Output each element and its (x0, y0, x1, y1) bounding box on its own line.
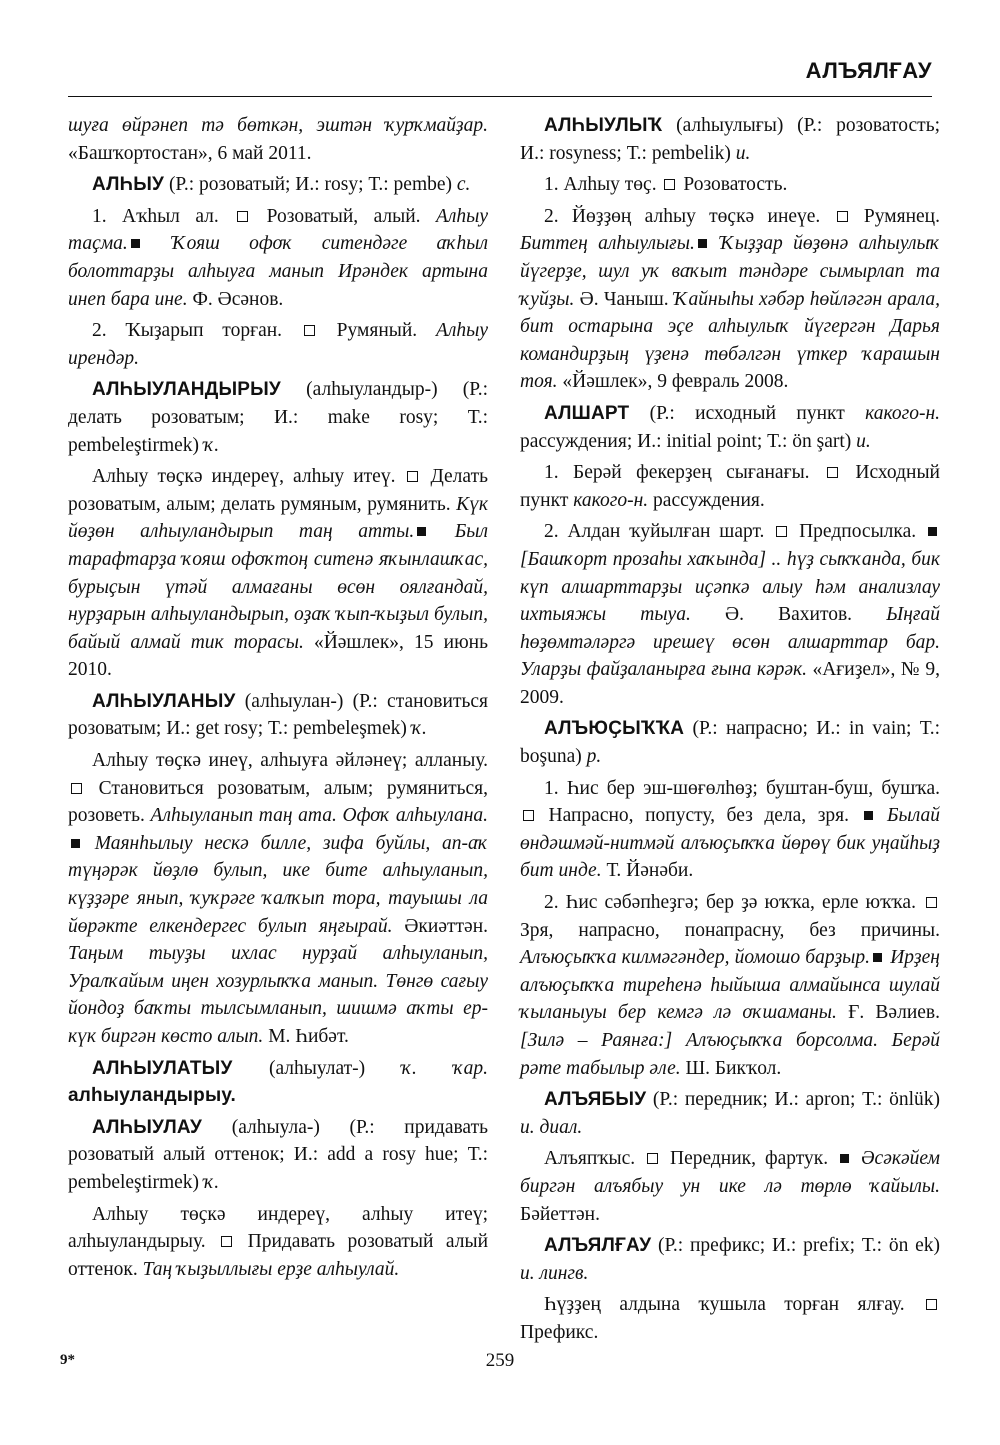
definition-text: Т. Йәнәби. (601, 860, 694, 882)
translation-marker-icon (926, 897, 937, 908)
entry-paragraph (520, 171, 940, 199)
definition-text: Розоватость. (678, 174, 788, 196)
translation-marker-icon (827, 467, 838, 478)
definition-text: 1. Һис бер эш-шөғөлһөҙ; буштан-буш, бушҡа. (544, 777, 940, 799)
translation-marker-icon (926, 1299, 937, 1310)
headword: АЛЪЯБЫУ (544, 1089, 647, 1111)
definition-text: (Р.: исходный пункт (629, 402, 866, 424)
example-text: с. (456, 174, 471, 196)
definition-text: (алһыула-) (Р.: придавать розоватый алый оттенок; И.: add a rosy hue; Т.: pembeleştirmek) (68, 1116, 488, 1193)
dictionary-entry (68, 1114, 488, 1197)
entry-paragraph (520, 775, 940, 885)
example-text: и. диал. (520, 1116, 583, 1138)
entry-paragraph (520, 459, 940, 514)
definition-text: Зря, напрасно, понапрасну, без причины. (520, 919, 940, 941)
translation-marker-icon (304, 325, 315, 336)
dictionary-entry (520, 1086, 940, 1141)
translation-marker-icon (647, 1153, 658, 1164)
definition-text: «Йәшлек», 9 февраль 2008. (557, 371, 789, 393)
translation-marker-icon (523, 810, 534, 821)
definition-text: Предпосылка. (790, 521, 925, 543)
example-text: и. (735, 142, 751, 164)
example-text: Алһыу таҫма. (68, 205, 489, 255)
definition-text: Алһыу төҫкә инеү, алһыуға әйләнеү; алланыу. (92, 750, 488, 772)
dictionary-entry (68, 688, 488, 743)
definition-text: Румянец. (850, 205, 940, 227)
dictionary-entry (68, 1055, 488, 1110)
entry-paragraph (68, 317, 488, 372)
example-text: Әсәкәйем биргән алъябыу ун ике лә төрлө ҡайылы. (520, 1148, 940, 1197)
left-column (68, 112, 488, 1287)
entry-paragraph (520, 1291, 940, 1346)
definition-text: «Ағиҙел», № 9, 2009. (520, 659, 940, 708)
translation-marker-icon (664, 179, 675, 190)
example-text: шуға өйрәнеп тә бөткән, эштән ҡурҡмайҙар. (68, 115, 488, 136)
dictionary-entry (68, 376, 488, 459)
dictionary-entry (68, 171, 488, 199)
definition-text: (Р.: напрасно; И.: in vain; Т.: boşuna) (520, 718, 940, 768)
example-marker-icon (873, 953, 882, 962)
entry-paragraph (520, 203, 940, 396)
definition-text: (алһыуландыр-) (Р.: делать розоватым; И.: make rosy; Т.: pembeleştirmek) (68, 379, 488, 456)
example-text: Таң ҡыҙыллығы ерҙе алһыулай. (142, 1258, 400, 1280)
entry-paragraph (520, 1145, 940, 1228)
headword: АЛҺЫУЛЫҠ (544, 115, 663, 136)
example-text: [Башҡорт прозаһы хаҡында] .. һүҙ сыҡҡанда, бик күп алшарттарҙы иҫәпкә алыу һәм анализлау ихтыяжы тыуа. (520, 548, 940, 626)
example-text: Маянһылыу нескә билле, зифа буйлы, ап-аҡ түңәрәк йөҙлө булып, икe бите алһыуланып, күҙҙәре янып, ҡуҡрәге ҡалҡып тора, тауышы ла йөрәкте елкендергес булып яңғырай. (68, 832, 488, 937)
definition-text: Придавать розоватый алый оттенок. (68, 1231, 488, 1280)
definition-text: Румяный. (317, 320, 436, 342)
entry-paragraph (68, 112, 488, 167)
headword: АЛҺЫУЛАНЫУ (92, 690, 236, 712)
example-text: [Зилә – Раянға:] Алъюҫыҡҡа борсолма. Берәй рәте табылыр әле. (520, 1030, 940, 1079)
definition-text: М. Һибәт. (263, 1026, 349, 1047)
definition-text: Ғ. Вәлиев. (836, 1002, 940, 1024)
example-text: Алһыу ирендәр. (68, 320, 489, 369)
definition-text: Ф. Әсәнов. (187, 288, 284, 310)
dictionary-entry (520, 715, 940, 770)
example-text: Биттең алһыулығы. (520, 233, 695, 255)
entry-paragraph (68, 203, 488, 313)
signature-mark: 9* (60, 1352, 75, 1368)
definition-text: (Р.: розоватый; И.: rosy; Т.: pembe) (164, 174, 457, 196)
definition-text: «Башҡортостан», 6 май 2011. (68, 142, 312, 164)
definition-text: (Р.: передник; И.: apron; Т.: önlük) (646, 1089, 940, 1111)
definition-text: Алъяпҡыс. (544, 1148, 645, 1170)
translation-marker-icon (237, 211, 248, 222)
example-text: и. лингв. (520, 1262, 589, 1284)
definition-text: (алһыулығы) (Р.: розоватость; И.: rosyness; Т.: pembelik) (520, 115, 940, 164)
headword: АЛҺЫУЛАУ (92, 1116, 203, 1138)
definition-text: Делать розоватым, алым; делать румяным, румянить. (68, 466, 488, 515)
dictionary-entry (520, 400, 940, 455)
example-marker-icon (928, 527, 937, 536)
example-text: и. (856, 430, 871, 452)
headword: АЛҺЫУЛАНДЫРЫУ (92, 379, 281, 401)
entry-paragraph (68, 463, 488, 684)
example-marker-icon (698, 239, 707, 248)
example-text: Былай өндәшмәй-нитмәй алъюҫыҡҡа йөрөү бик уңайһыҙ бит инде. (520, 805, 940, 882)
example-text: ҡ. (411, 718, 427, 740)
definition-text: (Р.: префикс; И.: prefix; Т.: ön ek) (651, 1235, 940, 1257)
example-marker-icon (840, 1154, 849, 1163)
definition-text: рассуждения; И.: initial point; Т.: ön şart) (520, 430, 857, 452)
entry-paragraph (520, 889, 940, 1082)
definition-text: 2. Алдан ҡуйылған шарт. (544, 521, 774, 543)
definition-text: Алһыу төҫкә индереү, алһыу итеү. (92, 466, 405, 488)
definition-text: (алһыулан-) (Р.: становиться розоватым; И.: get rosy; Т.: pembeleşmek) (68, 690, 488, 740)
definition-text: 2. Һис сәбәпһеҙгә; бер ҙә юҡҡа, ерле юҡҡа. (544, 892, 923, 914)
definition-text: Передник, фартук. (661, 1148, 838, 1170)
translation-marker-icon (221, 1236, 232, 1247)
definition-text: (алһыулат-) (232, 1057, 402, 1079)
definition-text: 2. Ҡыҙарып торған. (92, 320, 301, 342)
example-text: Ҡояш офоҡ ситендәге аҡһыл болоттарҙы алһыуға манып Ирәндек артына инеп бара ине. (68, 233, 488, 310)
definition-text: Напрасно, попусту, без дела, зря. (537, 805, 861, 827)
running-head: АЛЪЯЛҒАУ (805, 58, 932, 83)
definition-text: Розоватый, алый. (251, 205, 436, 227)
example-text: ҡ. (203, 434, 220, 456)
translation-marker-icon (71, 783, 82, 794)
headword: АЛҺЫУЛАТЫУ (92, 1057, 233, 1079)
headword: АЛЪЯЛҒАУ (544, 1235, 652, 1257)
definition-text: Бәйеттән. (520, 1203, 600, 1225)
example-text: Алһыуланып таң ата. Офоҡ алһыулана. (150, 805, 488, 827)
example-text: р. (586, 746, 602, 768)
definition-text: рассуждения. (648, 489, 765, 511)
definition-text: 1. Аҡһыл ал. (92, 205, 235, 227)
definition-text: 1. Берәй фекерҙең сығанағы. (544, 462, 824, 484)
dictionary-entry (520, 112, 940, 167)
example-text: Ирҙең алъюҫыҡҡа тиреһенә һыйыша алмайынса шулай ҡыланыуы бер кемгә лә оҡшаманы. (520, 947, 940, 1024)
definition-text: 2. Йөҙҙөң алһыу төҫкә инеүе. (544, 205, 834, 227)
translation-marker-icon (837, 211, 848, 222)
dictionary-entry (520, 1232, 940, 1287)
example-text: ҡ. (203, 1171, 220, 1193)
definition-text: Һүҙҙең алдына ҡушыла торған ялғау. (544, 1294, 923, 1316)
example-marker-icon (864, 811, 873, 820)
example-marker-icon (417, 527, 426, 536)
translation-marker-icon (776, 526, 787, 537)
translation-marker-icon (407, 471, 418, 482)
example-text: Ыңғай һөҙөмтәләргә ирешеү өсөн алшарттар бар. Уларҙы файҙаланырға ғына кәрәк. (520, 604, 940, 681)
example-text: Алъюҫыҡҡа килмәгәндер, йомошо барҙыр. (520, 947, 871, 969)
entry-paragraph (520, 518, 940, 711)
example-marker-icon (71, 839, 80, 848)
headword: алһыуландырыу. (68, 1085, 236, 1107)
definition-text: Становиться розоватым, алым; румяниться, розоветь. (68, 777, 488, 827)
definition-text: 1. Алһыу төҫ. (544, 174, 662, 196)
entry-paragraph (68, 1201, 488, 1284)
example-text: Был тарафтарҙа ҡояш офоҡтоң ситенә яҡынлашҡас, бурыҫын үтәй алмағаны өсөн оялғандай, нурҙарын алһыуландырып, оҙаҡ ҡып-ҡыҙыл булып, байый алмай тик торасы. (68, 521, 488, 653)
example-text: Ҡыҙҙар йөҙөнә алһыулыҡ йүгерҙе, шул уҡ ваҡыт тәндәре сымырлап та ҡуйҙы. (520, 233, 941, 310)
example-text: ҡ. ҡар. (401, 1057, 488, 1079)
example-text: Ҡайныһы хәбәр һөйләгән арала, бит остарына эҫе алһыулыҡ йүгергән Дарья командирҙың үҙенә төбәлгән үткер ҡарашын тоя. (520, 288, 941, 393)
example-text: какого-н. (573, 489, 649, 511)
headword: АЛҺЫУ (92, 174, 165, 196)
headword: АЛЪЮҪЫҠҠА (544, 718, 685, 740)
definition-text: Ә. Вахитов. (690, 604, 887, 626)
definition-text: Ә. Чаныш. (574, 288, 674, 310)
definition-text: Әкиәттән. (392, 915, 489, 937)
header-rule (68, 96, 932, 97)
definition-text: «Йәшлек», 15 июнь 2010. (68, 631, 488, 681)
example-text: какого-н. (865, 402, 940, 424)
example-text: Күк йөҙөн алһыуландырып таң атты. (68, 493, 488, 543)
definition-text: Исходный пункт (520, 462, 940, 511)
right-column (520, 112, 940, 1351)
definition-text: Алһыу төҫкә индереү, алһыу итеү; алһыуландырыу. (68, 1203, 488, 1253)
definition-text: Префикс. (520, 1321, 599, 1343)
entry-paragraph (68, 747, 488, 1051)
definition-text: Ш. Бикҡол. (680, 1057, 782, 1079)
page-number: 259 (485, 1350, 515, 1371)
example-marker-icon (131, 239, 140, 248)
example-text: Таңым тыуҙы ихлас нурҙай алһыуланып, Уралҡайым иңен хозурлыҡҡа манып. Төнгө сағыу йондоҙ баҡты тылсымланып, шишмә аҡты ер-күк биргән көсто алып. (68, 943, 488, 1047)
headword: АЛШАРТ (544, 402, 630, 424)
